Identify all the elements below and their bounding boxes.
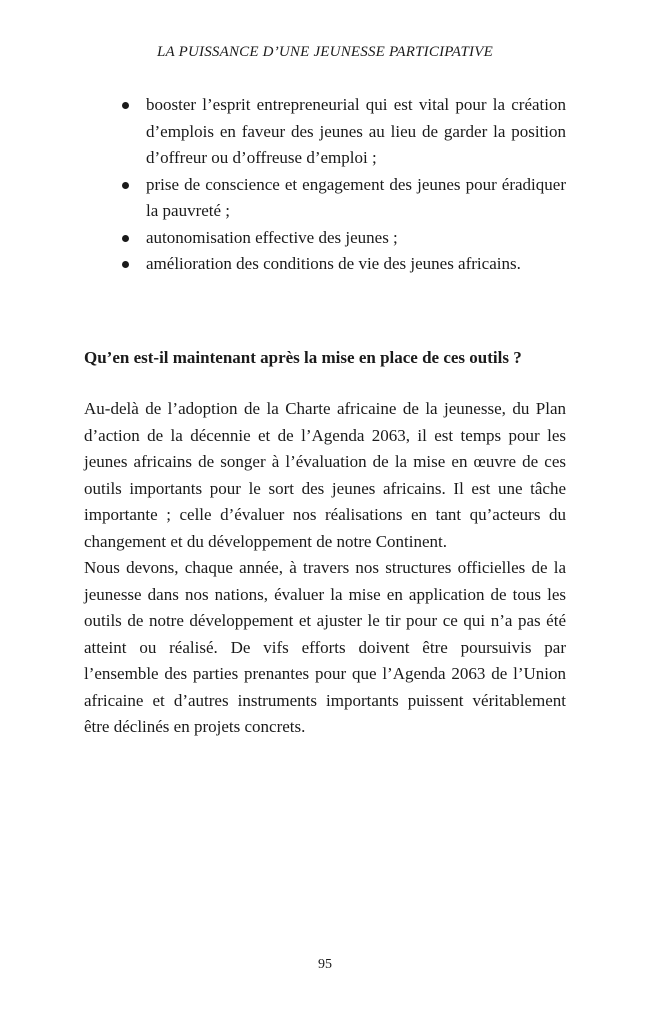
list-item	[110, 251, 566, 278]
page-number: 95	[318, 957, 332, 972]
paragraph: Au-delà de l’adoption de la Charte africaine de la jeunesse, du Plan d’action de la décennie et de l’Agenda 2063, il est temps pour les jeunes africains de songer à l’évaluation de la mise en œuvre de ces outils importants pour le sort des jeunes africains. Il est une tâche importante ; celle d’évaluer nos réalisations en tant qu’acteurs du changement et du développement de notre Continent.	[84, 399, 566, 551]
running-header: LA PUISSANCE D’UNE JEUNESSE PARTICIPATIVE	[157, 44, 493, 60]
bullet-icon	[122, 235, 129, 242]
list-item-text: prise de conscience et engagement des jeunes pour éradiquer la pauvreté ;	[146, 174, 566, 220]
section-heading: Qu’en est-il maintenant après la mise en place de ces outils ?	[84, 348, 522, 367]
bullet-icon	[122, 261, 129, 268]
paragraph: Nous devons, chaque année, à travers nos structures officielles de la jeunesse dans nos nations, évaluer la mise en application de tous les outils de notre développement et ajuster le tir pour ce qui n’a pas été atteint ou réalisé. De vifs efforts doivent être poursuivis par l’ensemble des parties prenantes pour que l’Agenda 2063 de l’Union africaine et d’autres instruments importants puissent véritablement être déclinés en projets concrets.	[84, 558, 566, 736]
list-item-text: autonomisation effective des jeunes ;	[146, 227, 398, 247]
list-item-text: booster l’esprit entrepreneurial qui est vital pour la création d’emplois en faveur des jeunes au lieu de garder la position d’offreur ou d’offreuse d’emploi ;	[146, 95, 566, 167]
list-item	[110, 172, 566, 225]
bullet-list	[110, 92, 566, 278]
list-item-text: amélioration des conditions de vie des jeunes africains.	[146, 254, 521, 273]
bullet-icon	[122, 102, 129, 109]
list-item	[110, 225, 566, 252]
list-item	[110, 92, 566, 172]
bullet-icon	[122, 182, 129, 189]
body-text	[84, 396, 566, 741]
